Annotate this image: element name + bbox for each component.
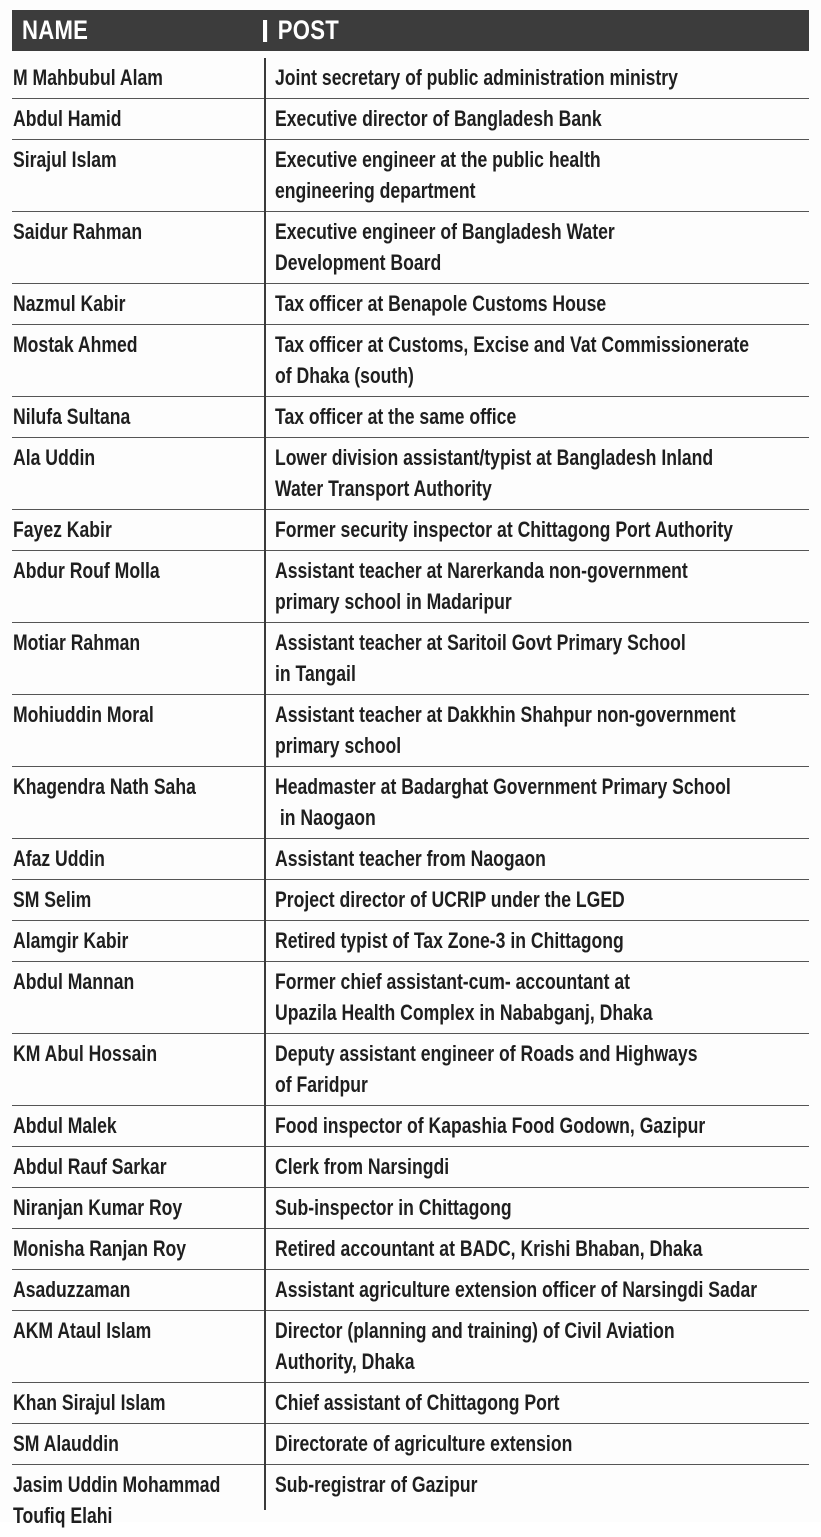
official-name [13, 699, 154, 730]
official-post [275, 288, 606, 319]
official-name [13, 1274, 130, 1305]
official-post-line: primary school in Madaripur [275, 589, 512, 614]
official-name-line: Mohiuddin Moral [13, 702, 154, 727]
table-row [12, 962, 809, 1034]
official-name-line: Abdul Hamid [13, 106, 122, 131]
official-name [13, 966, 134, 997]
table-row [12, 397, 809, 438]
official-post-line: Retired typist of Tax Zone-3 in Chittagong [275, 928, 624, 953]
official-name-line: Abdul Mannan [13, 969, 135, 994]
officials-table [12, 58, 809, 1537]
table-row [12, 58, 809, 99]
official-post-line: Director (planning and training) of Civil Aviation [275, 1318, 675, 1343]
official-post [275, 1274, 757, 1305]
table-row [12, 1270, 809, 1311]
official-post [275, 843, 546, 874]
official-post-line: Tax officer at Customs, Excise and Vat Commissionerate [275, 332, 750, 357]
table-row [12, 880, 809, 921]
official-post [275, 216, 615, 278]
official-name [13, 514, 112, 545]
official-name-line: SM Selim [13, 887, 92, 912]
official-name [13, 103, 122, 134]
official-name-line: Nilufa Sultana [13, 404, 131, 429]
official-post [275, 103, 602, 134]
official-name [13, 555, 160, 586]
official-post-line: Clerk from Narsingdi [275, 1154, 450, 1179]
official-post-line: Joint secretary of public administration ministry [275, 65, 678, 90]
official-post [275, 1192, 512, 1223]
table-row [12, 1034, 809, 1106]
official-post [275, 514, 733, 545]
official-name-line: Asaduzzaman [13, 1277, 131, 1302]
official-name-line: Khan Sirajul Islam [13, 1390, 166, 1415]
official-post-line: Retired accountant at BADC, Krishi Bhaban, Dhaka [275, 1236, 703, 1261]
official-name-line: Abdul Rauf Sarkar [13, 1154, 167, 1179]
official-post-line: Sub-registrar of Gazipur [275, 1472, 478, 1497]
official-post [275, 699, 736, 761]
official-post-line: Chief assistant of Chittagong Port [275, 1390, 560, 1415]
official-post-line: Former chief assistant-cum- accountant at [275, 969, 631, 994]
official-name [13, 1110, 117, 1141]
official-name [13, 442, 95, 473]
official-name [13, 1428, 119, 1459]
official-name [13, 627, 140, 658]
official-post-line: Tax officer at Benapole Customs House [275, 291, 607, 316]
official-post-line: Executive director of Bangladesh Bank [275, 106, 602, 131]
official-post [275, 1151, 449, 1182]
official-name [13, 1315, 151, 1346]
table-row [12, 510, 809, 551]
official-post-line: Former security inspector at Chittagong Port Authority [275, 517, 733, 542]
table-row [12, 1424, 809, 1465]
official-post-line: primary school [275, 733, 402, 758]
official-post [275, 329, 749, 391]
official-post-line: Upazila Health Complex in Nababganj, Dhaka [275, 1000, 653, 1025]
official-post-line: Authority, Dhaka [275, 1349, 415, 1374]
official-name-line: SM Alauddin [13, 1431, 119, 1456]
table-row [12, 1147, 809, 1188]
official-name [13, 1387, 166, 1418]
table-row [12, 99, 809, 140]
official-name-line: M Mahbubul Alam [13, 65, 163, 90]
official-post-line: in Naogaon [275, 805, 376, 830]
official-name [13, 329, 138, 360]
table-row [12, 1383, 809, 1424]
official-post-line: of Faridpur [275, 1072, 368, 1097]
official-name-line: Abdur Rouf Molla [13, 558, 160, 583]
official-name-line: Motiar Rahman [13, 630, 141, 655]
table-row [12, 140, 809, 212]
official-name-line: Abdul Malek [13, 1113, 117, 1138]
official-post [275, 62, 678, 93]
official-post-line: Tax officer at the same office [275, 404, 517, 429]
official-name [13, 62, 163, 93]
official-post-line: Deputy assistant engineer of Roads and Highways [275, 1041, 698, 1066]
official-name [13, 1038, 157, 1069]
official-post [275, 144, 601, 206]
official-post [275, 925, 624, 956]
official-name-line: Monisha Ranjan Roy [13, 1236, 187, 1261]
official-post [275, 627, 686, 689]
table-row [12, 325, 809, 397]
official-post [275, 555, 688, 617]
official-name-line: Ala Uddin [13, 445, 96, 470]
official-name-line: Khagendra Nath Saha [13, 774, 196, 799]
official-name-line: KM Abul Hossain [13, 1041, 158, 1066]
table-row [12, 1311, 809, 1383]
official-post [275, 966, 653, 1028]
official-post-line: Assistant teacher at Saritoil Govt Primary School [275, 630, 686, 655]
official-post-line: Assistant teacher at Dakkhin Shahpur non-government [275, 702, 736, 727]
table-header [12, 10, 809, 51]
official-post-line: Development Board [275, 250, 442, 275]
official-name [13, 401, 130, 432]
table-row [12, 1188, 809, 1229]
official-post-line: Lower division assistant/typist at Bangladesh Inland [275, 445, 714, 470]
official-post [275, 1038, 698, 1100]
official-post [275, 1387, 560, 1418]
table-row [12, 839, 809, 880]
official-name [13, 1192, 182, 1223]
official-name [13, 1233, 186, 1264]
column-divider [264, 58, 266, 1510]
official-post-line: of Dhaka (south) [275, 363, 414, 388]
table-row [12, 551, 809, 623]
official-post-line: Assistant agriculture extension officer of Narsingdi Sadar [275, 1277, 758, 1302]
official-name-line: Niranjan Kumar Roy [13, 1195, 183, 1220]
official-post [275, 1110, 705, 1141]
official-post-line: engineering department [275, 178, 476, 203]
official-post-line: Headmaster at Badarghat Government Primary School [275, 774, 731, 799]
official-post-line: Assistant teacher from Naogaon [275, 846, 546, 871]
official-name [13, 843, 105, 874]
official-name-line: Mostak Ahmed [13, 332, 138, 357]
official-name-line: Afaz Uddin [13, 846, 105, 871]
official-post [275, 1233, 702, 1264]
official-name-line: Jasim Uddin Mohammad [13, 1472, 221, 1497]
official-post-line: Assistant teacher at Narerkanda non-government [275, 558, 688, 583]
official-post [275, 442, 713, 504]
official-post-line: Executive engineer of Bangladesh Water [275, 219, 615, 244]
official-name [13, 288, 125, 319]
official-post [275, 1428, 572, 1459]
official-name [13, 884, 91, 915]
official-name-line: Saidur Rahman [13, 219, 143, 244]
official-post-line: in Tangail [275, 661, 356, 686]
table-row [12, 1465, 809, 1537]
official-name [13, 1151, 167, 1182]
table-row [12, 1229, 809, 1270]
official-name [13, 925, 128, 956]
header-name: NAME [22, 15, 89, 45]
official-name-line: Toufiq Elahi [13, 1503, 113, 1528]
official-name [13, 216, 142, 247]
official-post [275, 884, 625, 915]
official-name [13, 771, 196, 802]
table-row [12, 1106, 809, 1147]
official-name-line: Sirajul Islam [13, 147, 117, 172]
official-post-line: Directorate of agriculture extension [275, 1431, 573, 1456]
official-post-line: Water Transport Authority [275, 476, 492, 501]
official-post [275, 1315, 675, 1377]
official-post [275, 401, 516, 432]
official-post-line: Sub-inspector in Chittagong [275, 1195, 512, 1220]
table-row [12, 695, 809, 767]
official-post-line: Executive engineer at the public health [275, 147, 601, 172]
official-name-line: Nazmul Kabir [13, 291, 126, 316]
official-name-line: Fayez Kabir [13, 517, 112, 542]
official-name-line: Alamgir Kabir [13, 928, 129, 953]
table-row [12, 284, 809, 325]
official-post-line: Food inspector of Kapashia Food Godown, Gazipur [275, 1113, 706, 1138]
table-row [12, 212, 809, 284]
table-row [12, 767, 809, 839]
header-post: POST [263, 10, 339, 51]
official-post [275, 1469, 477, 1500]
official-name [13, 144, 117, 175]
table-row [12, 623, 809, 695]
official-post-line: Project director of UCRIP under the LGED [275, 887, 625, 912]
official-name-line: AKM Ataul Islam [13, 1318, 152, 1343]
table-row [12, 438, 809, 510]
table-row [12, 921, 809, 962]
official-post [275, 771, 731, 833]
